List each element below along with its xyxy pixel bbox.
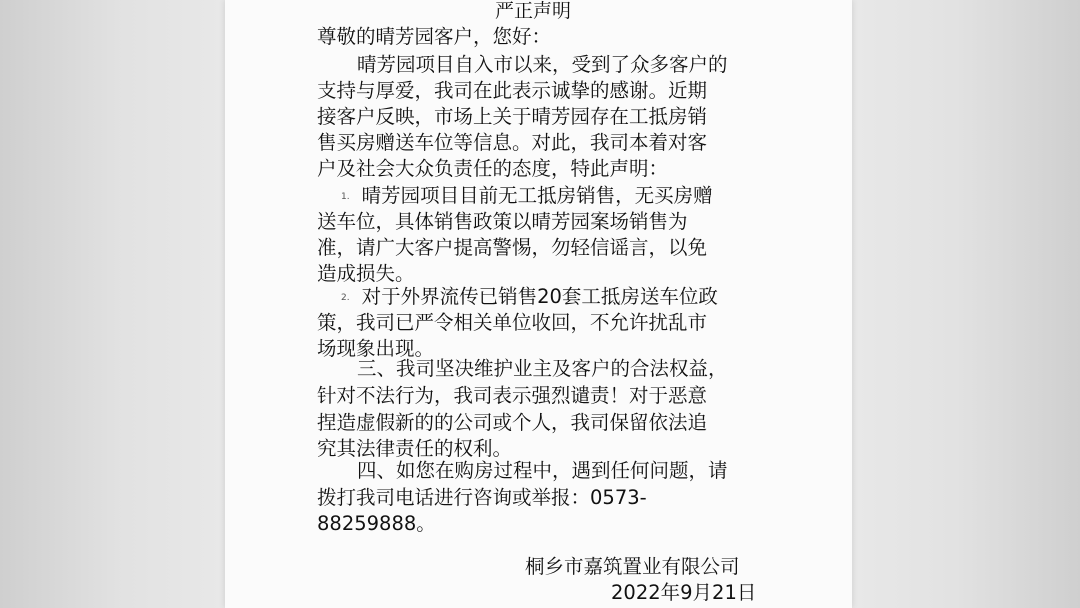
- statement-document: [225, 0, 852, 608]
- body-line-4: 售买房赠送车位等信息。对此，我司本着对客: [317, 131, 708, 154]
- item-4-text-2: 拨打我司电话进行咨询或举报：0573-: [317, 486, 647, 509]
- document-title: 严正声明: [495, 0, 572, 22]
- item-1-text-1: 晴芳园项目目前无工抵房销售，无买房赠: [361, 184, 713, 207]
- right-blurred-margin: [852, 0, 1080, 608]
- body-line-3: 接客户反映，市场上关于晴芳园存在工抵房销: [317, 105, 708, 128]
- item-2-text-1: 对于外界流传已销售20套工抵房送车位政: [361, 285, 718, 308]
- item-4-text-3: 88259888。: [317, 512, 436, 535]
- body-line-5: 户及社会大众负责任的态度，特此声明：: [317, 157, 669, 180]
- item-1-text-3: 准，请广大客户提高警惕，勿轻信谣言，以免: [317, 236, 708, 259]
- item-2-text-3: 场现象出现。: [317, 337, 435, 360]
- item-1-first-line: [341, 183, 713, 210]
- left-blurred-margin: [0, 0, 225, 608]
- body-line-1: 晴芳园项目自入市以来，受到了众多客户的: [357, 53, 728, 76]
- company-signature: 桐乡市嘉筑置业有限公司: [525, 555, 740, 578]
- item-2-number: 2.: [341, 292, 350, 303]
- item-1-number: 1.: [341, 191, 350, 202]
- item-3-text-3: 捏造虚假新的的公司或个人，我司保留依法追: [317, 411, 708, 434]
- item-4-text-1: 四、如您在购房过程中，遇到任何问题，请: [357, 459, 728, 482]
- item-3-text-2: 针对不法行为，我司表示强烈谴责！对于恶意: [317, 384, 708, 407]
- item-1-text-4: 造成损失。: [317, 262, 415, 285]
- item-2-text-2: 策，我司已严令相关单位收回，不允许扰乱市: [317, 311, 708, 334]
- item-3-text-4: 究其法律责任的权利。: [317, 437, 513, 460]
- item-1-text-2: 送车位，具体销售政策以晴芳园案场销售为: [317, 210, 688, 233]
- item-3-text-1: 三、我司坚决维护业主及客户的合法权益，: [357, 357, 728, 380]
- statement-date: 2022年9月21日: [611, 581, 757, 604]
- body-line-2: 支持与厚爱，我司在此表示诚挚的感谢。近期: [317, 79, 708, 102]
- item-2-first-line: [341, 284, 718, 311]
- salutation: 尊敬的晴芳园客户，您好：: [317, 25, 552, 48]
